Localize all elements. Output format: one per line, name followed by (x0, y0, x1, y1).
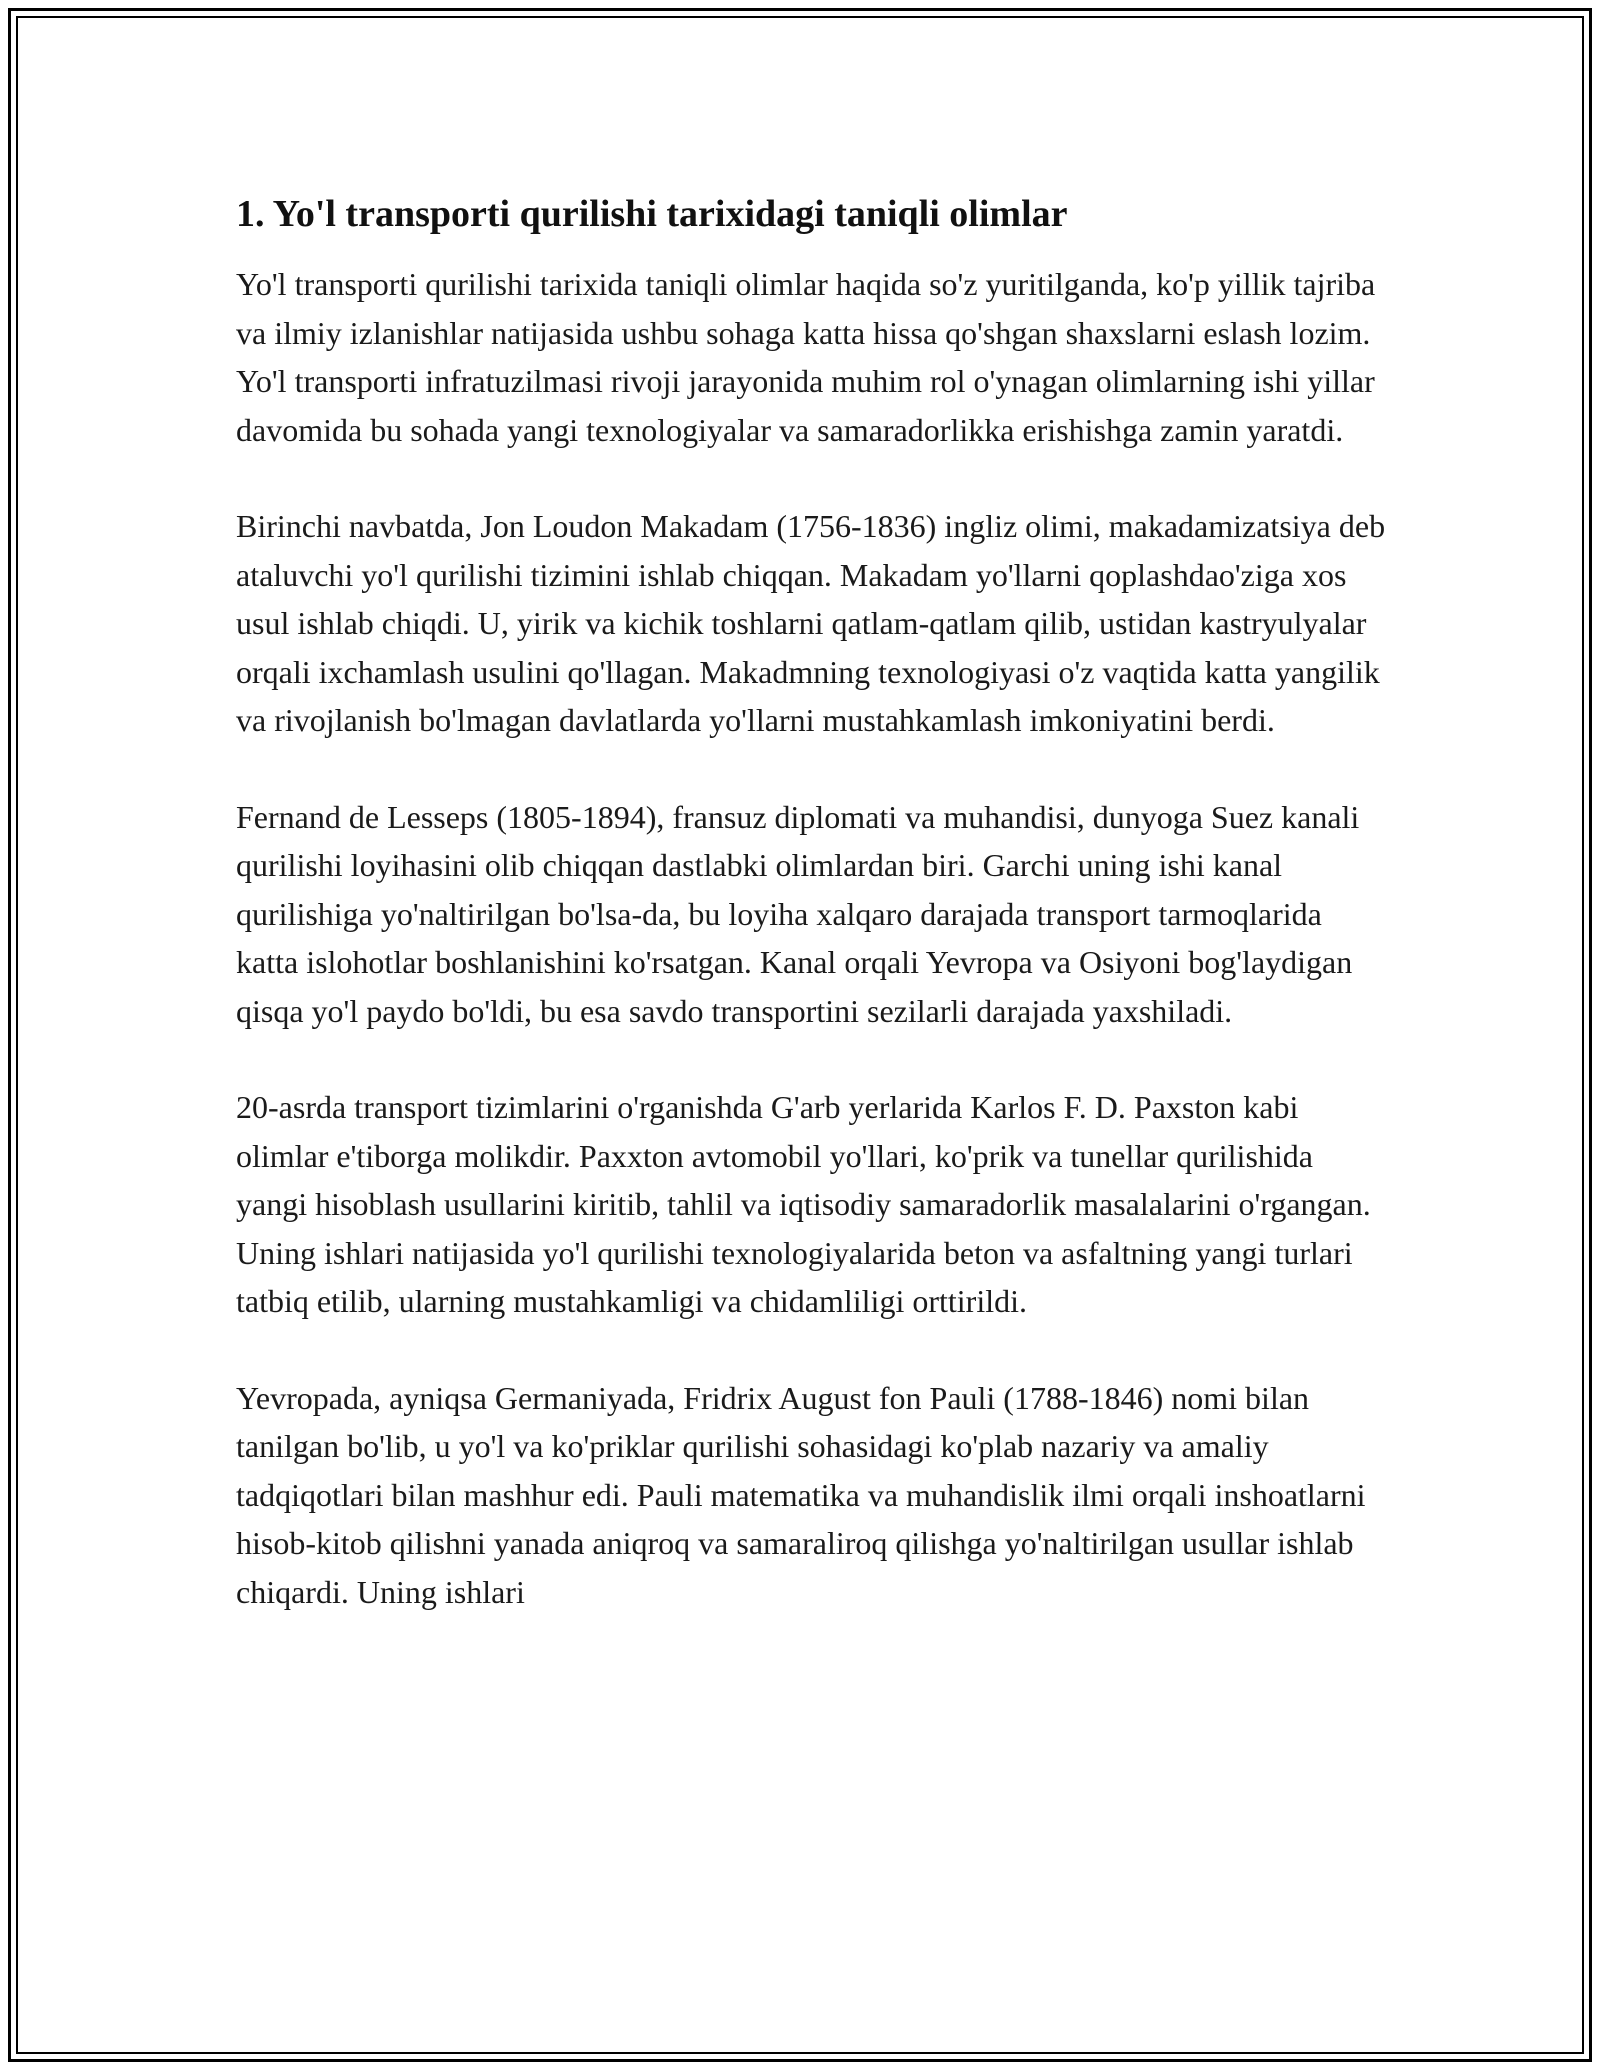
section-heading: 1. Yo'l transporti qurilishi tarixidagi taniqli olimlar (236, 193, 1068, 235)
paragraph-intro: Yo'l transporti qurilishi tarixida taniqli olimlar haqida so'z yuritilganda, ko'p yillik tajriba va ilmiy izlanishlar natijasida ushbu sohaga katta hissa qo'shgan shaxslarni eslash lozim. Yo'l transporti infratuzilmasi rivoji jarayonida muhim rol o'ynagan olimlarning ishi yillar davomida bu sohada yangi texnologiyalar va samaradorlikka erishishga zamin yaratdi. (236, 266, 1376, 448)
document-body (236, 186, 1386, 1664)
paragraph-pauli: Yevropada, ayniqsa Germaniyada, Fridrix August fon Pauli (1788-1846) nomi bilan tanilgan bo'lib, u yo'l va ko'priklar qurilishi sohasidagi ko'plab nazariy va amaliy tadqiqotlari bilan mashhur edi. Pauli matematika va muhandislik ilmi orqali inshoatlarni hisob-kitob qilishni yanada aniqroq va samaraliroq qilishga yo'naltirilgan usullar ishlab chiqardi. Uning ishlari (236, 1379, 1366, 1610)
paragraph-makadam: Birinchi navbatda, Jon Loudon Makadam (1756-1836) ingliz olimi, makadamizatsiya deb ataluvchi yo'l qurilishi tizimini ishlab chiqqan. Makadam yo'llarni qoplashdao'ziga xos usul ishlab chiqdi. U, yirik va kichik toshlarni qatlam-qatlam qilib, ustidan kastryulyalar orqali ixchamlash usulini qo'llagan. Makadmning texnologiyasi o'z vaqtida katta yangilik va rivojlanish bo'lmagan davlatlarda yo'llarni mustahkamlash imkoniyatini berdi. (236, 508, 1386, 738)
paragraph-lesseps: Fernand de Lesseps (1805-1894), fransuz diplomati va muhandisi, dunyoga Suez kanali qurilishi loyihasini olib chiqqan dastlabki olimlardan biri. Garchi uning ishi kanal qurilishiga yo'naltirilgan bo'lsa-da, bu loyiha xalqaro darajada transport tarmoqlarida katta islohotlar boshlanishini ko'rsatgan. Kanal orqali Yevropa va Osiyoni bog'laydigan qisqa yo'l paydo bo'ldi, bu esa savdo transportini sezilarli darajada yaxshiladi. (236, 798, 1360, 1029)
paragraph-paxston: 20-asrda transport tizimlarini o'rganishda G'arb yerlarida Karlos F. D. Paxston kabi olimlar e'tiborga molikdir. Paxxton avtomobil yo'llari, ko'prik va tunellar qurilishida yangi hisoblash usullarini kiritib, tahlil va iqtisodiy samaradorlik masalalarini o'rgangan. Uning ishlari natijasida yo'l qurilishi texnologiyalarida beton va asfaltning yangi turlari tatbiq etilib, ularning mustahkamligi va chidamliligi orttirildi. (236, 1089, 1371, 1319)
